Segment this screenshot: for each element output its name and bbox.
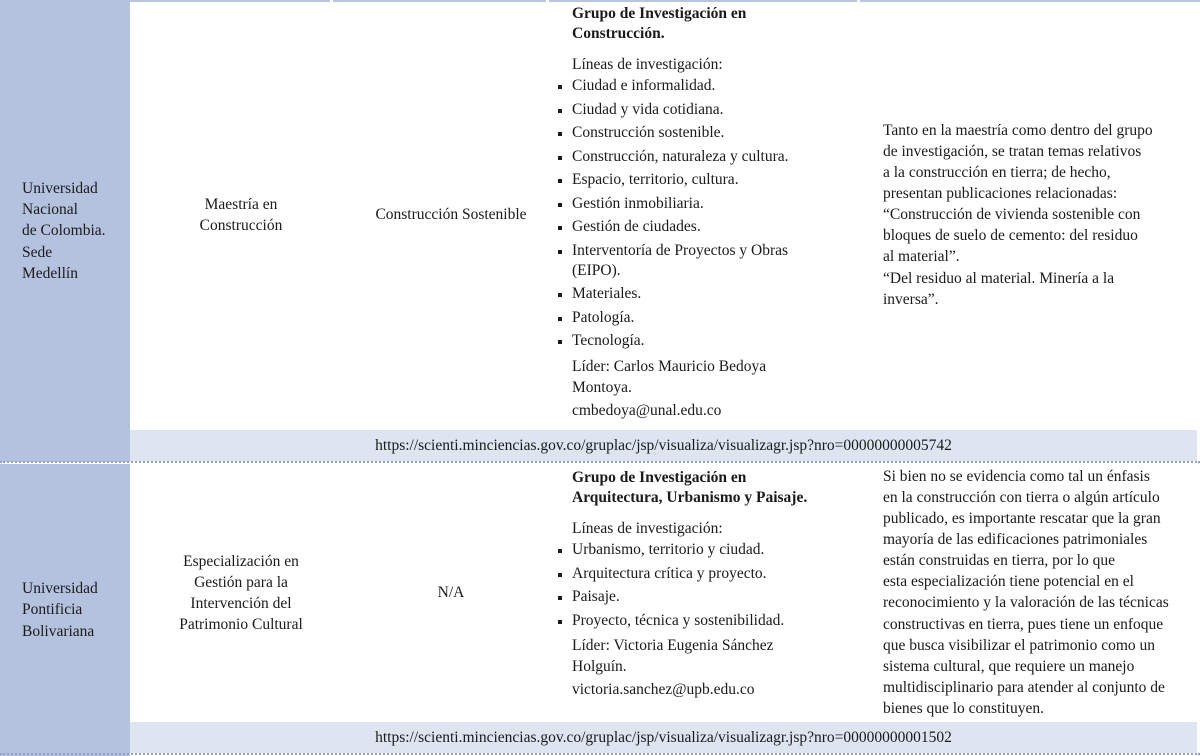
university-cell bbox=[0, 464, 130, 756]
list-item: Paisaje. bbox=[572, 587, 862, 607]
group-leader bbox=[572, 635, 862, 700]
leader-name: Líder: Victoria Eugenia Sánchez Holguín. bbox=[572, 637, 774, 676]
program-name: Especialización en Gestión para la Intervención del Patrimonio Cultural bbox=[179, 552, 303, 634]
list-item: Tecnología. bbox=[572, 331, 862, 351]
list-item: Materiales. bbox=[572, 284, 862, 304]
research-lines bbox=[572, 540, 862, 631]
research-group-cell bbox=[572, 464, 862, 702]
analysis-paragraph: Tanto en la maestría como dentro del grupo de investigación, se tratan temas relativos a la construcción en tierra; de hecho, presentan publicaciones relacionadas: bbox=[883, 122, 1153, 203]
list-item: Ciudad y vida cotidiana. bbox=[572, 100, 862, 120]
list-item: Construcción sostenible. bbox=[572, 123, 862, 143]
university-cell bbox=[0, 0, 130, 462]
list-item: Urbanismo, territorio y ciudad. bbox=[572, 540, 862, 560]
list-item: Arquitectura crítica y proyecto. bbox=[572, 564, 862, 584]
analysis-cell bbox=[883, 466, 1198, 719]
list-item: Construcción, naturaleza y cultura. bbox=[572, 147, 862, 167]
leader-email[interactable]: victoria.sanchez@upb.edu.co bbox=[572, 681, 755, 699]
analysis-cell bbox=[883, 120, 1198, 310]
row-separator bbox=[0, 753, 1200, 755]
leader-name: Líder: Carlos Mauricio Bedoya Montoya. bbox=[572, 357, 767, 396]
focus-cell bbox=[352, 0, 550, 430]
focus-area: Construcción Sostenible bbox=[375, 206, 527, 224]
list-item: Proyecto, técnica y sostenibilidad. bbox=[572, 611, 862, 631]
leader-email[interactable]: cmbedoya@unal.edu.co bbox=[572, 401, 722, 419]
program-name: Maestría en Construcción bbox=[199, 195, 283, 234]
list-item: Patología. bbox=[572, 308, 862, 328]
table-row bbox=[0, 464, 1200, 756]
group-title: Grupo de Investigación en Arquitectura, Urbanismo y Paisaje. bbox=[572, 469, 808, 507]
analysis-paragraph: Si bien no se evidencia como tal un énfasis en la construcción con tierra o algún artículo publicado, es importante rescatar que la gran mayoría de las edificaciones patrimoniales están construidas en tierra, por lo que esta especialización tiene potencial en el reconocimiento y la valoración de las técnicas constructivas en tierra, pues tiene un enfoque que busca visibilizar el patrimonio como un sistema cultural, que requiere un manejo multidisciplinario para atender al conjunto de bienes que lo constituyen. bbox=[883, 468, 1169, 717]
list-item: Espacio, territorio, cultura. bbox=[572, 170, 862, 190]
list-item: Interventoría de Proyectos y Obras (EIPO). bbox=[572, 241, 862, 282]
focus-cell bbox=[352, 464, 550, 722]
list-item: Gestión de ciudades. bbox=[572, 217, 862, 237]
focus-area: N/A bbox=[437, 584, 465, 602]
group-url-link[interactable]: https://scienti.minciencias.gov.co/gruplac/jsp/visualiza/visualizagr.jsp?nro=00000000005742 bbox=[375, 436, 952, 454]
row-separator bbox=[0, 461, 1200, 463]
group-title: Grupo de Investigación en Construcción. bbox=[572, 5, 747, 43]
research-group-cell bbox=[572, 0, 862, 423]
list-item: Gestión inmobiliaria. bbox=[572, 194, 862, 214]
research-lines bbox=[572, 76, 862, 351]
group-url-band bbox=[130, 722, 1197, 753]
lines-label: Líneas de investigación: bbox=[572, 520, 723, 538]
group-url-band bbox=[130, 430, 1197, 461]
group-url-link[interactable]: https://scienti.minciencias.gov.co/gruplac/jsp/visualiza/visualizagr.jsp?nro=00000000001502 bbox=[375, 728, 952, 746]
lines-label: Líneas de investigación: bbox=[572, 56, 723, 74]
program-cell bbox=[150, 0, 332, 430]
university-name: Universidad Nacional de Colombia. Sede Medellín bbox=[22, 179, 106, 283]
university-name: Universidad Pontificia Bolivariana bbox=[22, 579, 98, 640]
list-item: Ciudad e informalidad. bbox=[572, 76, 862, 96]
program-cell bbox=[150, 464, 332, 722]
analysis-paragraph: “Construcción de vivienda sostenible con bloques de suelo de cemento: del residuo al material”. bbox=[883, 206, 1141, 266]
analysis-paragraph: “Del residuo al material. Minería a la inversa”. bbox=[883, 269, 1115, 308]
group-leader bbox=[572, 356, 862, 421]
